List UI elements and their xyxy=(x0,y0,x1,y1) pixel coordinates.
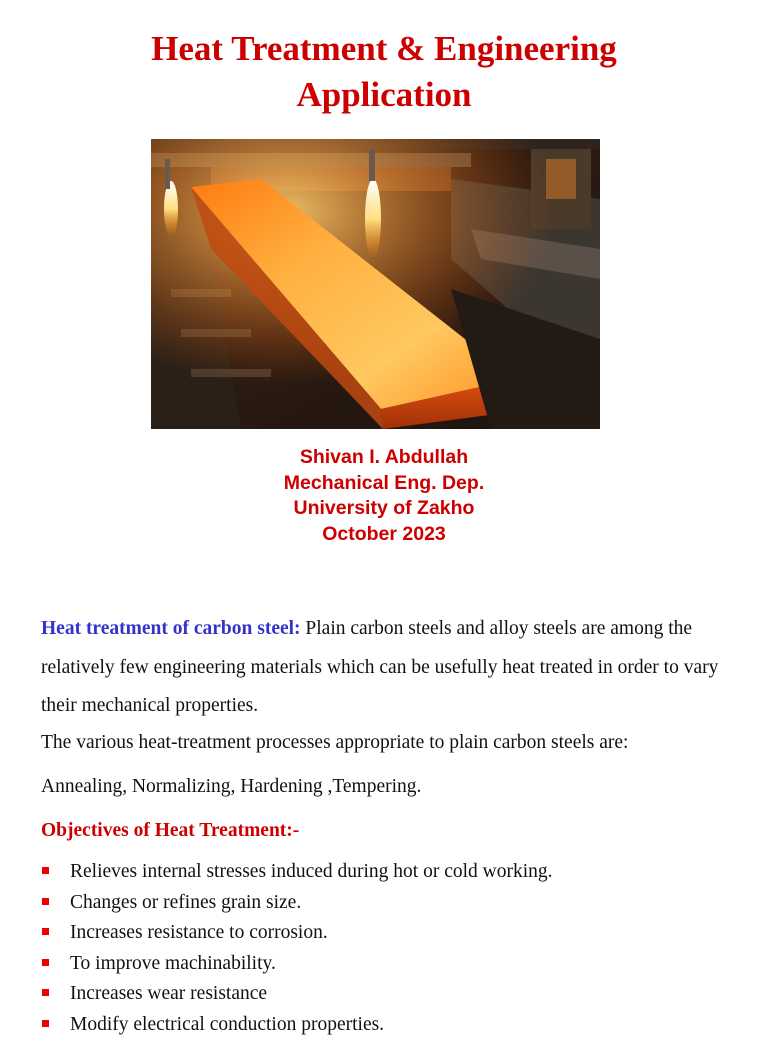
title-line-1: Heat Treatment & Engineering xyxy=(0,26,768,72)
document-title xyxy=(0,26,768,118)
author-block xyxy=(0,445,768,547)
bullet-square-icon xyxy=(42,959,49,966)
processes-list: Annealing, Normalizing, Hardening ,Tempering. xyxy=(41,776,731,798)
bullet-square-icon xyxy=(42,1020,49,1027)
section-text: Plain carbon steels and alloy steels are among the relatively few engineering materials which can be usefully heat treated in order to vary their mechanical properties. xyxy=(41,618,718,716)
bullet-square-icon xyxy=(42,928,49,935)
objectives-heading: Objectives of Heat Treatment:- xyxy=(41,820,299,842)
bullet-square-icon xyxy=(42,898,49,905)
list-item xyxy=(41,918,741,949)
list-item xyxy=(41,949,741,980)
list-item xyxy=(41,857,741,888)
list-item xyxy=(41,979,741,1010)
list-item xyxy=(41,888,741,919)
list-item-text: To improve machinability. xyxy=(70,953,276,974)
intro-paragraph xyxy=(41,610,731,726)
section-lead: Heat treatment of carbon steel: xyxy=(41,618,301,639)
author-university: University of Zakho xyxy=(0,496,768,522)
list-item-text: Relieves internal stresses induced during hot or cold working. xyxy=(70,861,553,882)
author-department: Mechanical Eng. Dep. xyxy=(0,471,768,497)
processes-intro: The various heat-treatment processes appropriate to plain carbon steels are: xyxy=(41,732,731,754)
list-item-text: Modify electrical conduction properties. xyxy=(70,1014,384,1035)
bullet-square-icon xyxy=(42,989,49,996)
title-line-2: Application xyxy=(0,72,768,118)
list-item xyxy=(41,1010,741,1040)
list-item-text: Increases resistance to corrosion. xyxy=(70,922,328,943)
bullet-square-icon xyxy=(42,867,49,874)
author-date: October 2023 xyxy=(0,522,768,548)
list-item-text: Increases wear resistance xyxy=(70,983,267,1004)
steel-slab-photo xyxy=(151,139,600,429)
objectives-list xyxy=(41,857,741,1040)
list-item-text: Changes or refines grain size. xyxy=(70,892,301,913)
author-name: Shivan I. Abdullah xyxy=(0,445,768,471)
